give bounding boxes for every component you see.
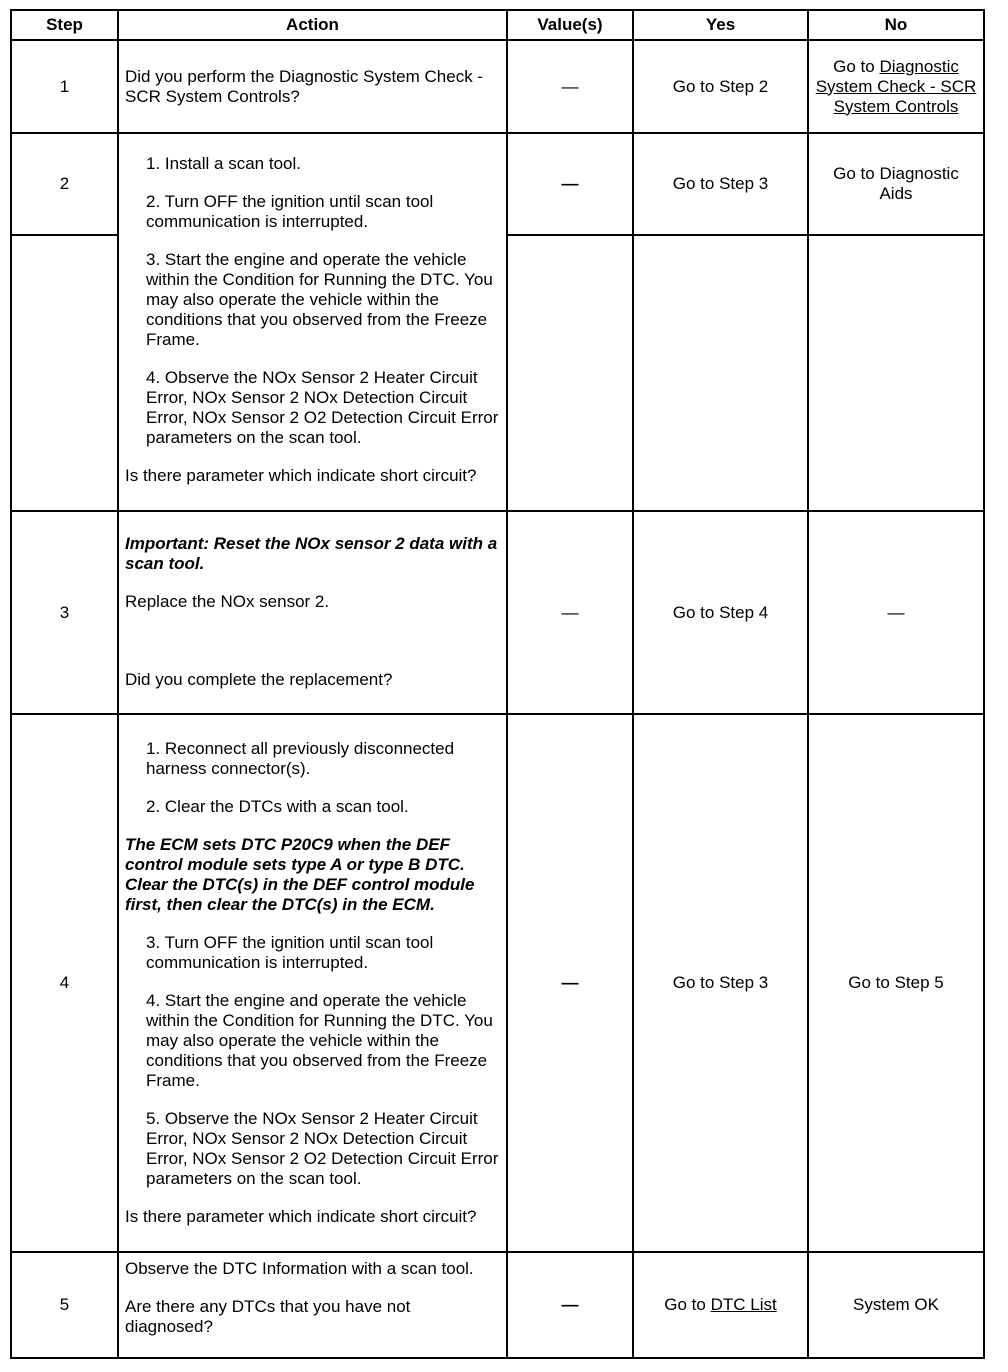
- yes-cell: Go to Step 3: [633, 714, 808, 1252]
- step-number: 4: [11, 714, 118, 1252]
- yes-cell: Go to Step 2: [633, 40, 808, 133]
- action-question: Is there parameter which indicate short circuit?: [125, 466, 477, 485]
- list-item: 3. Turn OFF the ignition until scan tool communication is interrupted.: [146, 933, 434, 972]
- header-yes: Yes: [633, 10, 808, 40]
- table-row-step-1: [11, 40, 984, 133]
- action-instruction: Replace the NOx sensor 2.: [125, 592, 330, 611]
- yes-cell: [633, 1252, 808, 1358]
- step-number: 1: [11, 40, 118, 133]
- no-prefix: Go to: [833, 56, 880, 76]
- header-step: Step: [11, 10, 118, 40]
- empty-cell: [633, 235, 808, 511]
- empty-cell: [507, 235, 633, 511]
- diagnostic-table: [10, 9, 985, 1359]
- list-item: 4. Start the engine and operate the vehicle within the Condition for Running the DTC. You may also operate the vehicle within the conditions that you observed from the Freeze Frame.: [146, 991, 493, 1090]
- header-no: No: [808, 10, 984, 40]
- table-row-step-5: [11, 1252, 984, 1358]
- no-cell: [808, 40, 984, 133]
- action-question: Did you perform the Diagnostic System Check - SCR System Controls?: [125, 66, 484, 106]
- value-cell: —: [507, 1252, 633, 1358]
- yes-cell: Go to Step 4: [633, 511, 808, 714]
- action-cell: [118, 40, 507, 133]
- empty-cell: [11, 235, 118, 511]
- dtc-list-link[interactable]: DTC List: [710, 1295, 777, 1314]
- important-note: Important: Reset the NOx sensor 2 data with a scan tool.: [125, 534, 498, 573]
- list-item: 4. Observe the NOx Sensor 2 Heater Circuit Error, NOx Sensor 2 NOx Detection Circuit Error, NOx Sensor 2 O2 Detection Circuit Error parameters on the scan tool.: [146, 368, 499, 447]
- header-row: [11, 10, 984, 40]
- no-cell: Go to Step 5: [808, 714, 984, 1252]
- action-cell: [118, 1252, 507, 1358]
- value-cell: —: [507, 714, 633, 1252]
- action-instruction: Observe the DTC Information with a scan tool.: [125, 1259, 474, 1278]
- table-row-step-3: [11, 511, 984, 714]
- yes-prefix: Go to: [664, 1295, 711, 1314]
- action-cell: [118, 511, 507, 714]
- list-item: 2. Turn OFF the ignition until scan tool communication is interrupted.: [146, 192, 434, 231]
- action-cell: [118, 133, 507, 511]
- action-question: Are there any DTCs that you have not diagnosed?: [125, 1297, 411, 1336]
- step-number: 5: [11, 1252, 118, 1358]
- value-cell: —: [507, 511, 633, 714]
- important-note: The ECM sets DTC P20C9 when the DEF control module sets type A or type B DTC. Clear the DTC(s) in the DEF control module first, then clear the DTC(s) in the ECM.: [125, 835, 475, 914]
- value-cell: —: [507, 40, 633, 133]
- header-values: Value(s): [507, 10, 633, 40]
- diagnostic-system-check-link[interactable]: Diagnostic System Check - SCR System Controls: [815, 56, 977, 116]
- value-cell: —: [507, 133, 633, 235]
- list-item: 1. Install a scan tool.: [146, 154, 301, 173]
- action-question: Did you complete the replacement?: [125, 670, 393, 689]
- step-number: 2: [11, 133, 118, 235]
- action-question: Is there parameter which indicate short circuit?: [125, 1207, 477, 1226]
- table-row-step-2: [11, 133, 984, 235]
- action-cell: [118, 714, 507, 1252]
- empty-cell: [808, 235, 984, 511]
- list-item: 2. Clear the DTCs with a scan tool.: [146, 797, 409, 816]
- no-cell: System OK: [808, 1252, 984, 1358]
- header-action: Action: [118, 10, 507, 40]
- table-row-step-4: [11, 714, 984, 1252]
- list-item: 3. Start the engine and operate the vehicle within the Condition for Running the DTC. You may also operate the vehicle within the conditions that you observed from the Freeze Frame.: [146, 250, 493, 349]
- no-cell: Go to Diagnostic Aids: [808, 133, 984, 235]
- no-cell: —: [808, 511, 984, 714]
- step-number: 3: [11, 511, 118, 714]
- list-item: 1. Reconnect all previously disconnected harness connector(s).: [146, 739, 455, 778]
- list-item: 5. Observe the NOx Sensor 2 Heater Circuit Error, NOx Sensor 2 NOx Detection Circuit Error, NOx Sensor 2 O2 Detection Circuit Error parameters on the scan tool.: [146, 1109, 499, 1188]
- yes-cell: Go to Step 3: [633, 133, 808, 235]
